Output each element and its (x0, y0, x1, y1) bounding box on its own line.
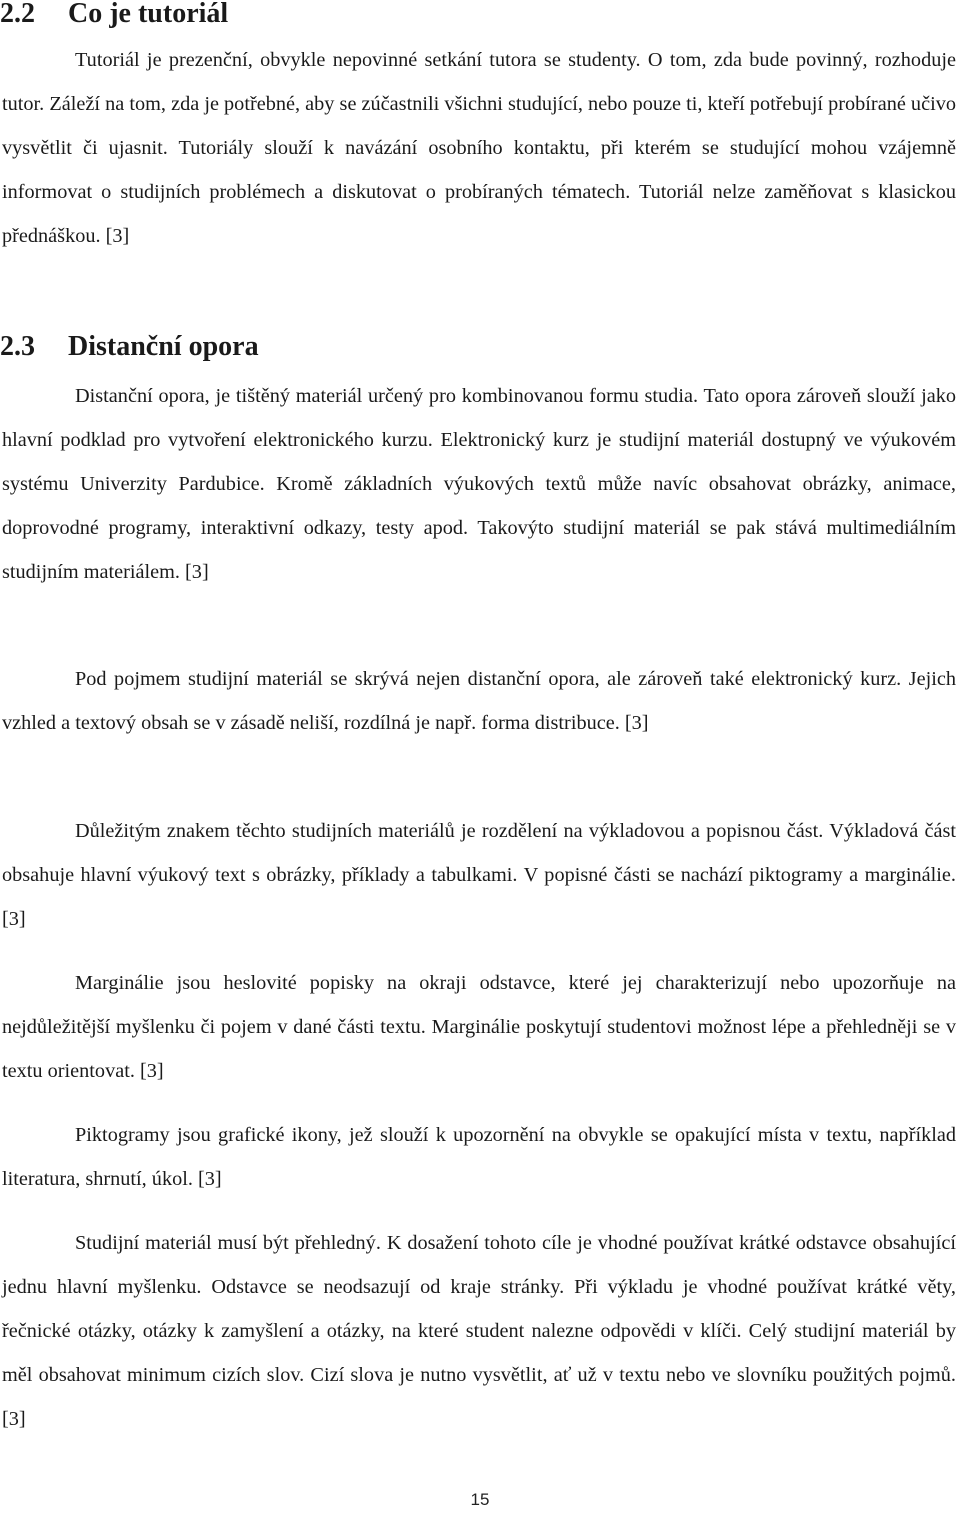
paragraph: Tutoriál je prezenční, obvykle nepovinné setkání tutora se studenty. O tom, zda bude povinný, rozhoduje tutor. Záleží na tom, zda je potřebné, aby se zúčastnili všichni studující, nebo pouze ti, kteří potřebují probírané učivo vysvětlit či ujasnit. Tutoriály slouží k navázání osobního kontaktu, při kterém se studující mohou vzájemně informovat o studijních problémech a diskutovat o probíraných tématech. Tutoriál nelze zaměňovat s klasickou přednáškou. [3] (2, 49, 956, 247)
paragraph: Piktogramy jsou grafické ikony, jež slouží k upozornění na obvykle se opakující místa v textu, například literatura, shrnutí, úkol. [3] (2, 1124, 956, 1190)
paragraph: Důležitým znakem těchto studijních materiálů je rozdělení na výkladovou a popisnou část. Výkladová část obsahuje hlavní výukový text s obrázky, příklady a tabulkami. V popisné části se nachází piktogramy a marginálie. [3] (2, 820, 956, 930)
section-title: Distanční opora (68, 331, 259, 362)
paragraph: Marginálie jsou heslovité popisky na okraji odstavce, které jej charakterizují nebo upozorňuje na nejdůležitější myšlenku či pojem v dané části textu. Marginálie poskytují studentovi možnost lépe a přehledněji se v textu orientovat. [3] (2, 972, 956, 1082)
paragraph: Studijní materiál musí být přehledný. K dosažení tohoto cíle je vhodné používat krátké odstavce obsahující jednu hlavní myšlenku. Odstavce se neodsazují od kraje stránky. Při výkladu je vhodné používat krátké věty, řečnické otázky, otázky k zamyšlení a otázky, na které student nalezne odpovědi v klíči. Celý studijní materiál by měl obsahovat minimum cizích slov. Cizí slova je nutno vysvětlit, ať už v textu nebo ve slovníku použitých pojmů. [3] (2, 1232, 956, 1430)
section-number: 2.2 (0, 0, 35, 29)
page-number: 15 (470, 1490, 490, 1509)
section-title: Co je tutoriál (68, 0, 229, 29)
section-heading-2-3 (0, 331, 259, 363)
paragraph: Distanční opora, je tištěný materiál určený pro kombinovanou formu studia. Tato opora zároveň slouží jako hlavní podklad pro vytvoření elektronického kurzu. Elektronický kurz je studijní materiál dostupný ve výukovém systému Univerzity Pardubice. Kromě základních výukových textů může navíc obsahovat obrázky, animace, doprovodné programy, interaktivní odkazy, testy apod. Takovýto studijní materiál se pak stává multimediálním studijním materiálem. [3] (2, 385, 956, 583)
section-heading-2-2 (0, 0, 228, 30)
paragraph: Pod pojmem studijní materiál se skrývá nejen distanční opora, ale zároveň také elektronický kurz. Jejich vzhled a textový obsah se v zásadě neliší, rozdílná je např. forma distribuce. [3] (2, 668, 956, 734)
section-number: 2.3 (0, 331, 35, 362)
